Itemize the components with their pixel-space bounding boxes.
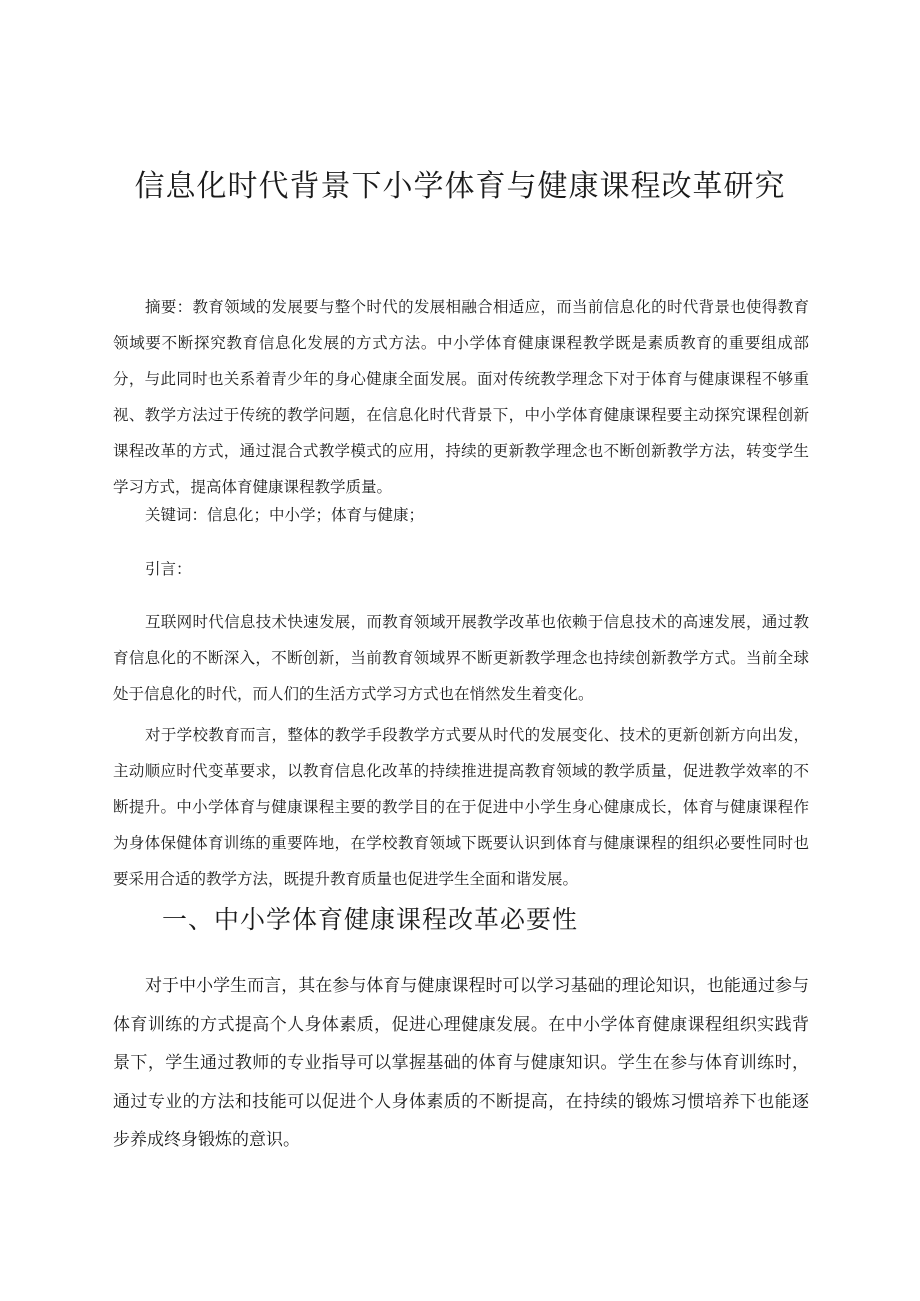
- section-paragraph: 对于中小学生而言，其在参与体育与健康课程时可以学习基础的理论知识，也能通过参与体育训练的方式提高个人身体素质，促进心理健康发展。在中小学体育健康课程组织实践背景下，学生通过教师的专业指导可以掌握基础的体育与健康知识。学生在参与体育训练时，通过专业的方法和技能可以促进个人身体素质的不断提高，在持续的锻炼习惯培养下也能逐步养成终身锻炼的意识。: [113, 976, 809, 1150]
- keywords-line: 关键词：信息化；中小学；体育与健康；: [145, 506, 425, 524]
- introduction-paragraph: 互联网时代信息技术快速发展，而教育领域开展教学改革也依赖于信息技术的高速发展，通过教育信息化的不断深入，不断创新，当前教育领域界不断更新教学理念也持续创新教学方式。当前全球处于信息化的时代，而人们的生活方式学习方式也在悄然发生着变化。: [113, 613, 809, 703]
- section-heading: 一、中小学体育健康课程改革必要性: [162, 905, 579, 934]
- introduction-label: 引言：: [145, 560, 192, 578]
- abstract-paragraph: 摘要：教育领域的发展要与整个时代的发展相融合相适应，而当前信息化的时代背景也使得教育领域要不断探究教育信息化发展的方式方法。中小学体育健康课程教学既是素质教育的重要组成部分，与此同时也关系着青少年的身心健康全面发展。面对传统教学理念下对于体育与健康课程不够重视、教学方法过于传统的教学问题，在信息化时代背景下，中小学体育健康课程要主动探究课程创新课程改革的方式，通过混合式教学模式的应用，持续的更新教学理念也不断创新教学方法，转变学生学习方式，提高体育健康课程教学质量。: [113, 298, 809, 496]
- introduction-paragraph: 对于学校教育而言，整体的教学手段教学方式要从时代的发展变化、技术的更新创新方向出发，主动顺应时代变革要求，以教育信息化改革的持续推进提高教育领域的教学质量，促进教学效率的不断提升。中小学体育与健康课程主要的教学目的在于促进中小学生身心健康成长，体育与健康课程作为身体保健体育训练的重要阵地，在学校教育领域下既要认识到体育与健康课程的组织必要性同时也要采用合适的教学方法，既提升教育质量也促进学生全面和谐发展。: [113, 726, 809, 888]
- paper-title: 信息化时代背景下小学体育与健康课程改革研究: [134, 169, 786, 204]
